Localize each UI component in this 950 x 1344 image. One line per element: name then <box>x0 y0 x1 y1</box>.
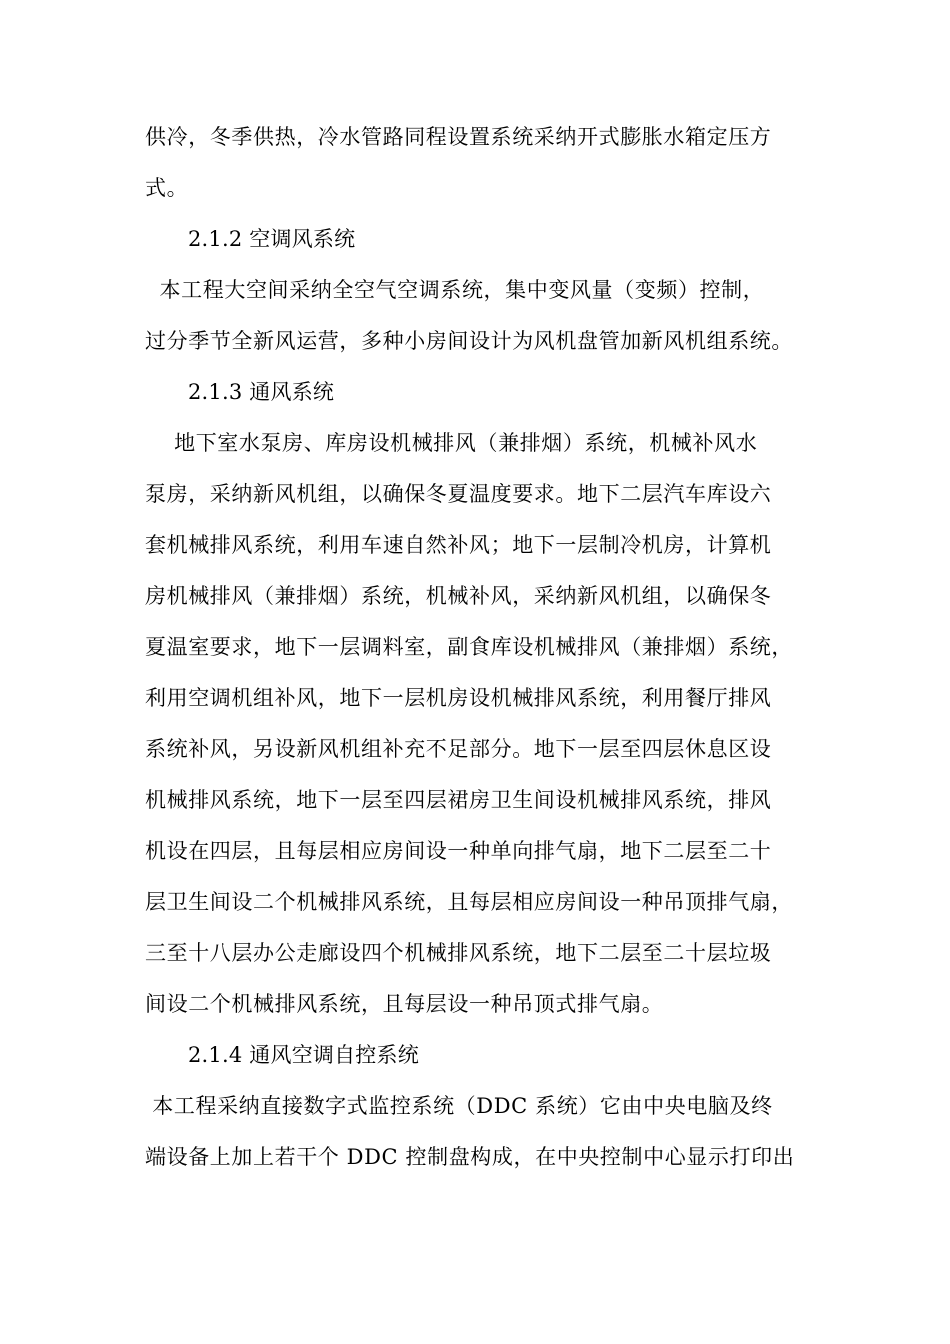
body-line: 机设在四层，且每层相应房间设一种单向排气扇，地下二层至二十 <box>145 839 772 863</box>
body-line: 地下室水泵房、库房设机械排风（兼排烟）系统，机械补风水 <box>145 431 758 455</box>
body-line: 系统补风，另设新风机组补充不足部分。地下一层至四层休息区设 <box>145 737 772 761</box>
body-line: 套机械排风系统，利用车速自然补风；地下一层制冷机房，计算机 <box>145 533 772 557</box>
body-line: 本工程大空间采纳全空气空调系统，集中变风量（变频）控制， <box>145 278 765 302</box>
body-line: 间设二个机械排风系统，且每层设一种吊顶式排气扇。 <box>145 992 664 1016</box>
body-line: 层卫生间设二个机械排风系统，且每层相应房间设一种吊顶排气扇， <box>145 890 793 914</box>
body-line: 房机械排风（兼排烟）系统，机械补风，采纳新风机组，以确保冬 <box>145 584 772 608</box>
body-line: 利用空调机组补风，地下一层机房设机械排风系统，利用餐厅排风 <box>145 686 772 710</box>
body-line: 泵房，采纳新风机组，以确保冬夏温度要求。地下二层汽车库设六 <box>145 482 772 506</box>
body-line: 过分季节全新风运营，多种小房间设计为风机盘管加新风机组系统。 <box>145 329 793 353</box>
body-line: 式。 <box>145 176 189 200</box>
section-heading: 2.1.3 通风系统 <box>188 380 335 404</box>
body-line: 夏温室要求，地下一层调料室，副食库设机械排风（兼排烟）系统， <box>145 635 793 659</box>
body-line: 本工程采纳直接数字式监控系统（DDC 系统）它由中央电脑及终 <box>145 1094 773 1118</box>
body-line: 供冷，冬季供热，冷水管路同程设置系统采纳开式膨胀水箱定压方 <box>145 125 772 149</box>
body-line: 机械排风系统，地下一层至四层裙房卫生间设机械排风系统，排风 <box>145 788 772 812</box>
section-heading: 2.1.2 空调风系统 <box>188 227 356 251</box>
body-line: 三至十八层办公走廊设四个机械排风系统，地下二层至二十层垃圾 <box>145 941 772 965</box>
body-line: 端设备上加上若干个 DDC 控制盘构成，在中央控制中心显示打印出 <box>145 1145 795 1169</box>
section-heading: 2.1.4 通风空调自控系统 <box>188 1043 419 1067</box>
